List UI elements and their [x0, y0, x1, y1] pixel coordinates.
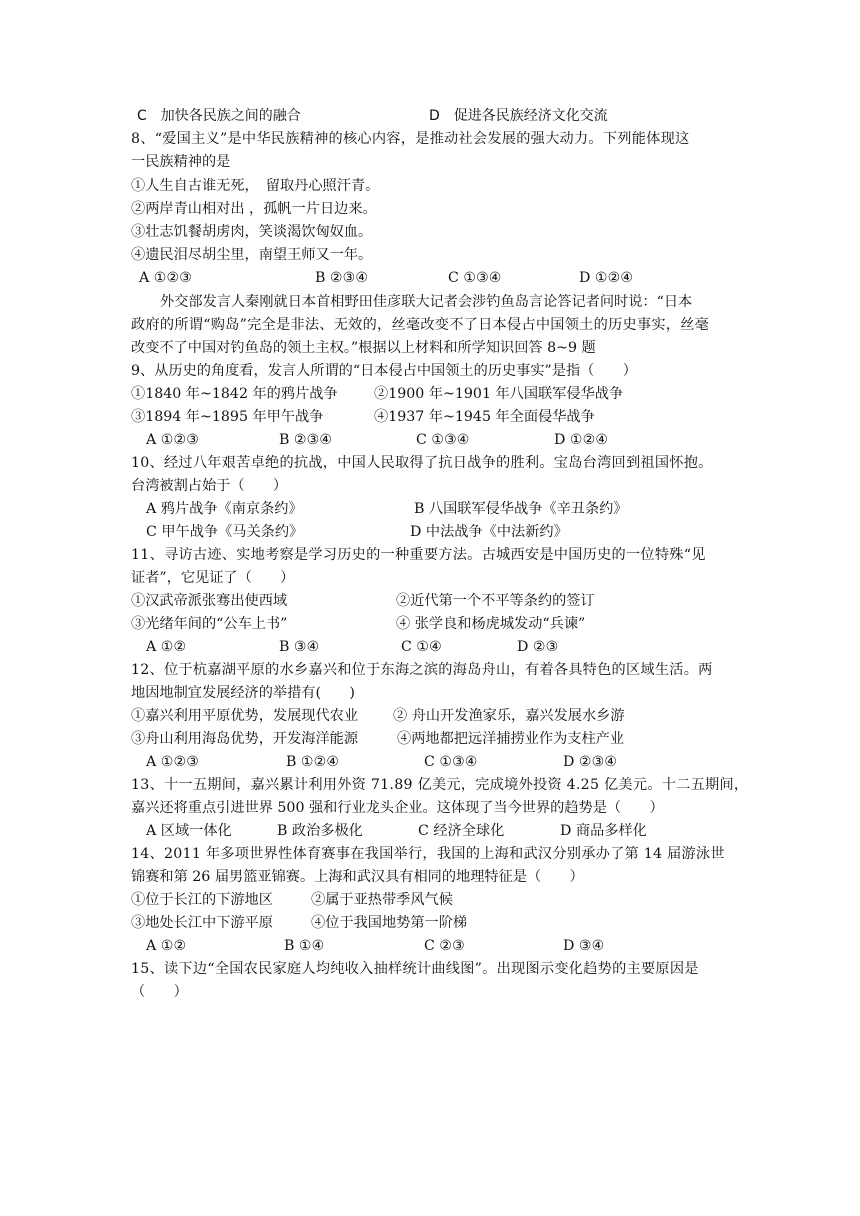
- q9-item-4: ④1937 年~1945 年全面侵华战争: [374, 409, 595, 425]
- q8-option-d: D ①②④: [579, 270, 634, 286]
- q14-option-d: D ③④: [563, 938, 605, 954]
- q8-stem-line1: 8、“爱国主义”是中华民族精神的核心内容，是推动社会发展的强大动力。下列能体现这: [131, 131, 690, 147]
- q14-stem-line1: 14、2011 年多项世界性体育赛事在我国举行，我国的上海和武汉分别承办了第 14 届游泳世: [131, 846, 725, 862]
- q13-stem-line2: 嘉兴还将重点引进世界 500 强和行业龙头企业。这体现了当今世界的趋势是（ ）: [131, 800, 664, 816]
- q9-stem: 9、从历史的角度看，发言人所谓的“日本侵占中国领土的历史事实”是指（ ）: [131, 363, 637, 379]
- q9-option-c: C ①③④: [416, 432, 470, 448]
- q13-option-a: A 区域一体化: [146, 823, 232, 839]
- q9-option-a: A ①②③: [146, 432, 199, 448]
- q12-option-d: D ②③④: [563, 754, 618, 770]
- q8-option-b: B ②③④: [315, 270, 369, 286]
- q7-option-d: D 促进各民族经济文化交流: [429, 108, 608, 124]
- q8-item-1: ①人生自古谁无死， 留取丹心照汗青。: [131, 178, 380, 194]
- q11-stem-line2: 证者”，它见证了（ ）: [131, 570, 295, 586]
- q13-option-c: C 经济全球化: [418, 823, 505, 839]
- q8-option-c: C ①③④: [448, 270, 502, 286]
- q15-stem-line2: （ ）: [131, 984, 188, 1000]
- q10-option-d: D 中法战争《中法新约》: [410, 524, 568, 540]
- q9-item-1: ①1840 年~1842 年的鸦片战争: [131, 386, 338, 402]
- q14-item-2: ②属于亚热带季风气候: [311, 892, 453, 908]
- q14-item-3: ③地处长江中下游平原: [131, 915, 273, 931]
- q10-option-b: B 八国联军侵华战争《辛丑条约》: [414, 501, 628, 517]
- material-line3: 改变不了中国对钓鱼岛的领土主权。”根据以上材料和所学知识回答 8~9 题: [131, 340, 596, 356]
- q15-stem-line1: 15、读下边“全国农民家庭人均纯收入抽样统计曲线图”。出现图示变化趋势的主要原因是: [131, 961, 699, 977]
- q10-stem-line2: 台湾被割占始于（ ）: [131, 478, 288, 494]
- q11-item-1: ①汉武帝派张骞出使西域: [131, 593, 288, 609]
- q14-option-b: B ①④: [284, 938, 325, 954]
- q14-item-4: ④位于我国地势第一阶梯: [311, 915, 468, 931]
- q10-stem-line1: 10、经过八年艰苦卓绝的抗战，中国人民取得了抗日战争的胜利。宝岛台湾回到祖国怀抱。: [131, 455, 713, 471]
- q9-item-2: ②1900 年~1901 年八国联军侵华战争: [374, 386, 624, 402]
- q11-item-2: ②近代第一个不平等条约的签订: [396, 593, 595, 609]
- material-line1: 外交部发言人秦刚就日本首相野田佳彦联大记者会涉钓鱼岛言论答记者问时说：“日本: [160, 294, 693, 310]
- q8-item-2: ②两岸青山相对出 ，孤帆一片日边来。: [131, 201, 377, 217]
- q12-item-2: ② 舟山开发渔家乐，嘉兴发展水乡游: [393, 708, 625, 724]
- q12-option-c: C ①③④: [424, 754, 478, 770]
- q8-item-4: ④遗民泪尽胡尘里，南望王师又一年。: [131, 247, 373, 263]
- q12-stem-line1: 12、位于杭嘉湖平原的水乡嘉兴和位于东海之滨的海岛舟山，有着各具特色的区域生活。两: [131, 662, 713, 678]
- q11-item-4: ④ 张学良和杨虎城发动“兵谏”: [396, 616, 586, 632]
- q11-option-d: D ②③: [517, 639, 559, 655]
- q13-option-d: D 商品多样化: [560, 823, 647, 839]
- q12-stem-line2: 地因地制宜发展经济的举措有( ): [131, 685, 355, 701]
- q12-item-1: ①嘉兴利用平原优势，发展现代农业: [131, 708, 359, 724]
- q10-option-a: A 鸦片战争《南京条约》: [146, 501, 303, 517]
- q13-stem-line1: 13、十一五期间，嘉兴累计利用外资 71.89 亿美元，完成境外投资 4.25 亿美元。十二五期间，: [131, 777, 749, 793]
- q14-stem-line2: 锦赛和第 26 届男篮亚锦赛。上海和武汉具有相同的地理特征是（ ）: [131, 869, 584, 885]
- q11-option-a: A ①②: [146, 639, 187, 655]
- q14-item-1: ①位于长江的下游地区: [131, 892, 273, 908]
- q10-option-c: C 甲午战争《马关条约》: [146, 524, 304, 540]
- q11-option-b: B ③④: [279, 639, 320, 655]
- q8-item-3: ③壮志饥餐胡虏肉，笑谈渴饮匈奴血。: [131, 224, 373, 240]
- q9-option-d: D ①②④: [554, 432, 609, 448]
- q11-option-c: C ①④: [401, 639, 442, 655]
- q12-item-4: ④两地都把远洋捕捞业作为支柱产业: [397, 731, 625, 747]
- q9-item-3: ③1894 年~1895 年甲午战争: [131, 409, 324, 425]
- q11-stem-line1: 11、寻访古迹、实地考察是学习历史的一种重要方法。古城西安是中国历史的一位特殊“见: [131, 547, 706, 563]
- q11-item-3: ③光绪年间的“公车上书”: [131, 616, 288, 632]
- q8-option-a: A ①②③: [139, 270, 192, 286]
- q8-stem-line2: 一民族精神的是: [131, 154, 231, 170]
- q12-option-a: A ①②③: [146, 754, 199, 770]
- q12-option-b: B ①②④: [286, 754, 340, 770]
- q12-item-3: ③舟山利用海岛优势，开发海洋能源: [131, 731, 359, 747]
- q13-option-b: B 政治多极化: [277, 823, 363, 839]
- q7-option-c: C 加快各民族之间的融合: [137, 108, 301, 124]
- q14-option-a: A ①②: [146, 938, 187, 954]
- q9-option-b: B ②③④: [279, 432, 333, 448]
- q14-option-c: C ②③: [424, 938, 465, 954]
- material-line2: 政府的所谓“购岛”完全是非法、无效的，丝毫改变不了日本侵占中国领土的历史事实，丝毫: [131, 317, 710, 333]
